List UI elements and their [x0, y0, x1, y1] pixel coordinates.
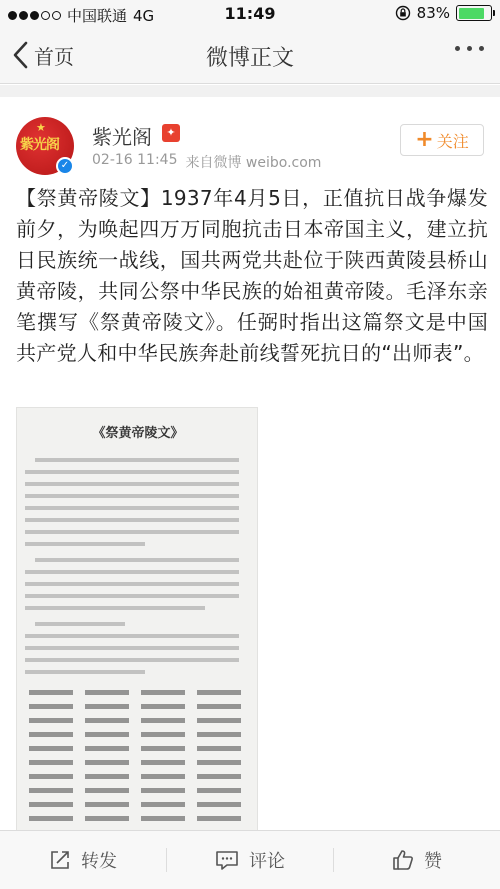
image-text-line — [29, 690, 73, 695]
comment-label: 评论 — [249, 851, 285, 872]
image-text-line — [141, 774, 185, 779]
image-text-line — [29, 746, 73, 751]
image-text-line — [197, 816, 241, 821]
image-text-line — [85, 690, 129, 695]
status-right — [395, 4, 492, 22]
rotation-lock-icon — [395, 5, 411, 21]
vip-badge-icon: ✦ — [162, 124, 180, 142]
image-text-line — [85, 732, 129, 737]
image-text-line — [197, 788, 241, 793]
image-text-line — [25, 658, 239, 662]
image-text-line — [25, 670, 145, 674]
image-text-line — [197, 718, 241, 723]
image-text-line — [25, 646, 239, 650]
image-text-line — [197, 690, 241, 695]
avatar-logo-text: 紫光阁 — [20, 137, 59, 153]
image-text-line — [25, 518, 239, 522]
image-text-line — [25, 542, 145, 546]
image-text-line — [197, 704, 241, 709]
status-time: 11:49 — [224, 4, 276, 23]
image-text-line — [29, 774, 73, 779]
image-text-line — [25, 470, 239, 474]
image-text-line — [141, 690, 185, 695]
section-gap — [0, 85, 500, 97]
image-text-line — [29, 788, 73, 793]
image-text-line — [25, 594, 239, 598]
author-name[interactable]: 紫光阁 — [92, 125, 152, 149]
image-text-line — [85, 704, 129, 709]
image-text-line — [197, 760, 241, 765]
action-bar — [0, 830, 500, 889]
image-text-line — [35, 458, 239, 462]
image-text-line — [141, 788, 185, 793]
image-text-line — [25, 634, 239, 638]
like-button[interactable] — [334, 831, 500, 889]
image-text-line — [29, 802, 73, 807]
image-text-line — [35, 622, 125, 626]
nav-bar — [0, 28, 500, 84]
image-text-line — [29, 704, 73, 709]
repost-label: 转发 — [81, 851, 117, 872]
battery-fill — [459, 8, 485, 19]
image-title: 《祭黄帝陵文》 — [92, 426, 184, 441]
image-text-line — [85, 816, 129, 821]
image-text-line — [25, 482, 239, 486]
image-text-line — [25, 530, 239, 534]
image-text-line — [85, 802, 129, 807]
image-text-line — [85, 788, 129, 793]
star-icon: ★ — [36, 121, 46, 134]
post-timestamp: 02-16 11:45 — [92, 152, 178, 168]
battery-icon — [456, 5, 492, 21]
repost-button[interactable] — [0, 831, 166, 889]
image-text-line — [29, 816, 73, 821]
post-text: 【祭黄帝陵文】1937年4月5日，正值抗日战争爆发前夕，为唤起四万万同胞抗击日本帝国主义，建立抗日民族统一战线，国共两党共赴位于陕西黄陵县桥山黄帝陵，共同公祭中华民族的始祖黄帝陵。毛泽东亲笔撰写《祭黄帝陵文》。任弼时指出这篇祭文是中国共产党人和中华民族奔赴前线誓死抗日的“出师表”。 — [16, 186, 488, 365]
image-text-line — [141, 816, 185, 821]
image-text-line — [25, 494, 239, 498]
follow-label: 关注 — [436, 131, 469, 151]
plus-icon: + — [415, 127, 434, 152]
image-text-line — [25, 606, 205, 610]
image-text-line — [85, 774, 129, 779]
image-text-line — [141, 732, 185, 737]
page-title: 微博正文 — [205, 46, 294, 71]
image-text-line — [85, 718, 129, 723]
like-label: 赞 — [424, 851, 442, 872]
image-text-line — [141, 802, 185, 807]
image-text-line — [197, 746, 241, 751]
comment-icon — [215, 849, 239, 871]
verified-badge-icon: ✓ — [56, 157, 74, 175]
image-text-line — [29, 760, 73, 765]
network-type: 4G — [133, 6, 155, 25]
image-text-line — [141, 704, 185, 709]
image-text-line — [85, 746, 129, 751]
image-text-line — [141, 718, 185, 723]
image-text-line — [141, 760, 185, 765]
image-text-line — [25, 582, 239, 586]
image-text-line — [25, 570, 239, 574]
post-source: 来自微博 weibo.com — [185, 155, 322, 171]
thumbs-up-icon — [392, 849, 414, 871]
more-options-icon[interactable] — [455, 46, 484, 51]
image-text-line — [29, 732, 73, 737]
status-bar — [0, 0, 500, 28]
weibo-post — [0, 97, 500, 830]
back-label: 首页 — [34, 44, 74, 69]
article-image[interactable] — [16, 407, 258, 830]
image-text-line — [29, 718, 73, 723]
image-text-line — [141, 746, 185, 751]
image-text-line — [197, 732, 241, 737]
post-meta — [92, 152, 321, 172]
comment-button[interactable] — [167, 831, 333, 889]
image-text-line — [197, 774, 241, 779]
battery-percent: 83% — [416, 4, 450, 22]
image-text-line — [197, 802, 241, 807]
image-text-line — [25, 506, 239, 510]
follow-button[interactable] — [400, 124, 484, 156]
image-text-line — [85, 760, 129, 765]
carrier-name: 中国联通 — [67, 7, 128, 25]
image-text-line — [35, 558, 239, 562]
repost-icon — [49, 849, 71, 871]
